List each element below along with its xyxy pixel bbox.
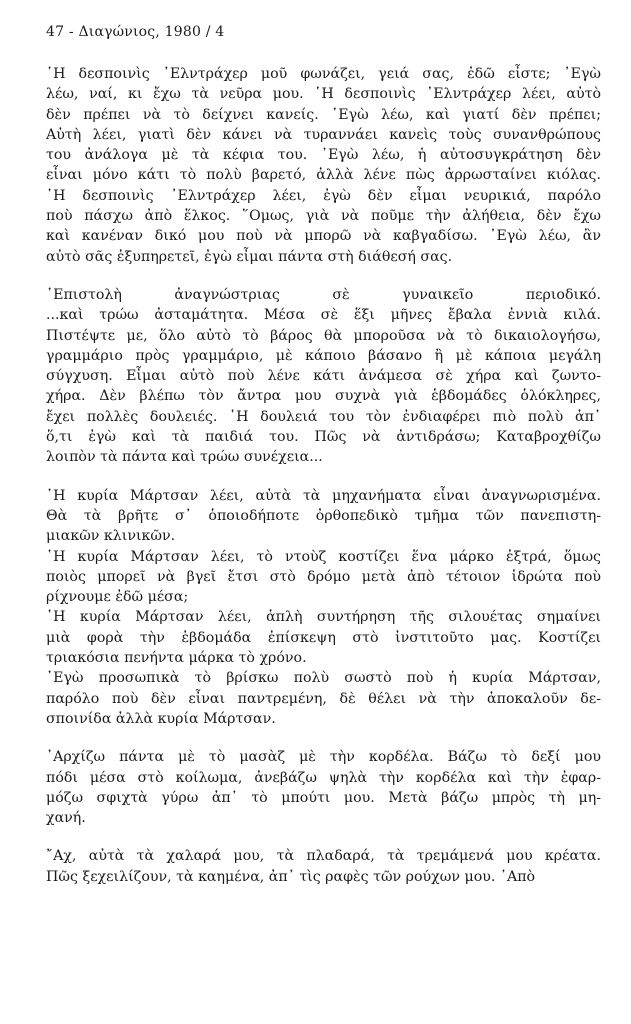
text-line: μόζω σφιχτὰ γύρω ἀπ᾿ τὸ μπούτι μου. Μετὰ βάζω μπρὸς τὴ μη-	[46, 789, 601, 806]
text-line: Αὐτὴ λέει, γιατὶ δὲν κάνει νὰ τυραννάει κανεὶς τοὺς συνανθρώπους	[46, 126, 601, 143]
text-line: ὅ,τι ἐγὼ καὶ τὰ παιδιά του. Πῶς νὰ ἀντιδράσω; Καταβροχθίζω	[46, 429, 601, 446]
text-section	[46, 486, 601, 730]
text-line: ῾Η κυρία Μάρτσαν λέει, τὸ ντοὺζ κοστίζει ἕνα μάρκο ἐξτρά, ὅμως	[46, 548, 601, 565]
section-gap	[46, 729, 601, 747]
text-line: ῾Η δεσποινὶς ᾿Ελντράχερ μοῦ φωνάζει, γειά σας, ἐδῶ εἶστε; ᾿Εγὼ	[46, 66, 601, 82]
text-line: ποιὸς μπορεῖ νὰ βγεῖ ἔτσι στὸ δρόμο μετὰ ἀπὸ τέτοιον ἱδρώτα ποὺ	[46, 568, 601, 585]
text-line: χήρα. Δὲν βλέπω τὸν ἄντρα μου συχνὰ γιὰ ἑβδομάδες ὁλόκληρες,	[46, 388, 601, 405]
text-line: λέω, ναί, κι ἔχω τὰ νεῦρα μου. ῾Η δεσποινὶς ᾿Ελντράχερ λέει, αὐτὸ	[46, 86, 601, 103]
text-line: πόδι μέσα στὸ κοίλωμα, ἀνεβάζω ψηλὰ τὴν κορδέλα καὶ τὴν ἐφαρ-	[46, 769, 601, 786]
text-line: ρίχνουμε ἐδῶ μέσα;	[46, 589, 189, 606]
text-section	[46, 747, 601, 828]
text-line: σποινίδα ἀλλὰ κυρία Μάρτσαν.	[46, 710, 276, 727]
text-line: γραμμάριο πρὸς γραμμάριο, μὲ κάποιο βάσανο ἢ μὲ κάποια μεγάλη	[46, 347, 601, 364]
text-line: Πιστέψτε με, ὅλο αὐτὸ τὸ βάρος θὰ μποροῦσα νὰ τὸ δικαιολογήσω,	[46, 327, 601, 344]
text-line: τριακόσια πενήντα μάρκα τὸ χρόνο.	[46, 650, 307, 667]
text-line: ῾Η κυρία Μάρτσαν λέει, αὐτὰ τὰ μηχανήματα εἶναι ἀναγνωρισμένα.	[46, 487, 601, 504]
text-section	[46, 64, 601, 267]
running-head: 47 - Διαγώνιος, 1980 / 4	[46, 24, 225, 40]
text-line: ἔχει πολλὲς δουλειές. ῾Η δουλειά του τὸν ἐνδιαφέρει πιὸ πολὺ ἀπ᾿	[46, 408, 601, 425]
text-line: ῾Η κυρία Μάρτσαν λέει, ἁπλὴ συντήρηση τῆς σιλουέτας σημαίνει	[46, 609, 601, 626]
text-line: του ἀνάλογα μὲ τὰ κέφια του. ᾿Εγὼ λέω, ἡ αὐτοσυγκράτηση δὲν	[46, 147, 601, 164]
section-gap	[46, 267, 601, 285]
text-line: παρόλο ποὺ δὲν εἶναι παντρεμένη, δὲ θέλει νὰ τὴν ἀποκαλοῦν δε-	[46, 690, 601, 707]
text-line: ῾Η δεσποινὶς ᾿Ελντράχερ λέει, ἐγὼ δὲν εἶμαι νευρικιά, παρόλο	[46, 187, 601, 204]
text-section	[46, 285, 601, 468]
text-line: Θὰ τὰ βρῆτε σ᾿ ὁποιοδήποτε ὀρθοπεδικὸ τμῆμα τῶν πανεπιστη-	[46, 507, 601, 524]
text-line: ᾿Εγὼ προσωπικὰ τὸ βρίσκω πολὺ σωστὸ ποὺ ἡ κυρία Μάρτσαν,	[46, 670, 601, 687]
text-line: Πῶς ξεχειλίζουν, τὰ καημένα, ἀπ᾿ τὶς ραφὲς τῶν ρούχων μου. ᾿Απὸ	[46, 868, 536, 885]
section-gap	[46, 468, 601, 486]
text-line: ᾿Αρχίζω πάντα μὲ τὸ μασὰζ μὲ τὴν κορδέλα. Βάζω τὸ δεξί μου	[46, 749, 601, 766]
text-line: ῎Αχ, αὐτὰ τὰ χαλαρά μου, τὰ πλαδαρά, τὰ τρεμάμενά μου κρέατα.	[46, 848, 601, 865]
text-section	[46, 846, 601, 887]
text-line: ᾿Επιστολὴ ἀναγνώστριας σὲ γυναικεῖο περιοδικό.	[46, 286, 601, 303]
text-line: δὲν πρέπει νὰ τὸ δείχνει κανείς. ᾿Εγὼ λέω, καὶ γιατί δὲν πρέπει;	[46, 106, 601, 123]
text-body	[46, 64, 601, 887]
text-line: σύγχυση. Εἶμαι αὐτὸ ποὺ λένε κάτι ἀνάμεσα σὲ χήρα καὶ ζωντο-	[46, 368, 601, 385]
text-line: μιακῶν κλινικῶν.	[46, 528, 176, 545]
section-gap	[46, 828, 601, 846]
text-line: εἶναι μόνο κάτι τὸ πολὺ βαρετό, ἀλλὰ λένε πὼς ἀρρωσταίνει κιόλας.	[46, 167, 601, 184]
text-line: λοιπὸν τὰ πάντα καὶ τρώω συνέχεια...	[46, 449, 323, 466]
text-line: μιὰ φορὰ τὴν ἑβδομάδα ἐπίσκεψη στὸ ἰνστιτοῦτο μας. Κοστίζει	[46, 629, 601, 646]
text-line: χανή.	[46, 810, 86, 827]
text-line: καὶ κανέναν δικό μου ποὺ νὰ μπορῶ νὰ καβγαδίσω. ᾿Εγὼ λέω, ἂν	[46, 228, 601, 245]
text-line: αὐτὸ σᾶς ἐξυπηρετεῖ, ἐγὼ εἶμαι πάντα στὴ διάθεσή σας.	[46, 248, 453, 265]
text-line: ποὺ πάσχω ἀπὸ ἕλκος. ῞Ομως, γιὰ νὰ ποῦμε τὴν ἀλήθεια, δὲν ἔχω	[46, 208, 601, 225]
text-line: ...καὶ τρώω ἀσταμάτητα. Μέσα σὲ ἕξι μῆνες ἔβαλα ἐννιὰ κιλά.	[46, 307, 601, 324]
